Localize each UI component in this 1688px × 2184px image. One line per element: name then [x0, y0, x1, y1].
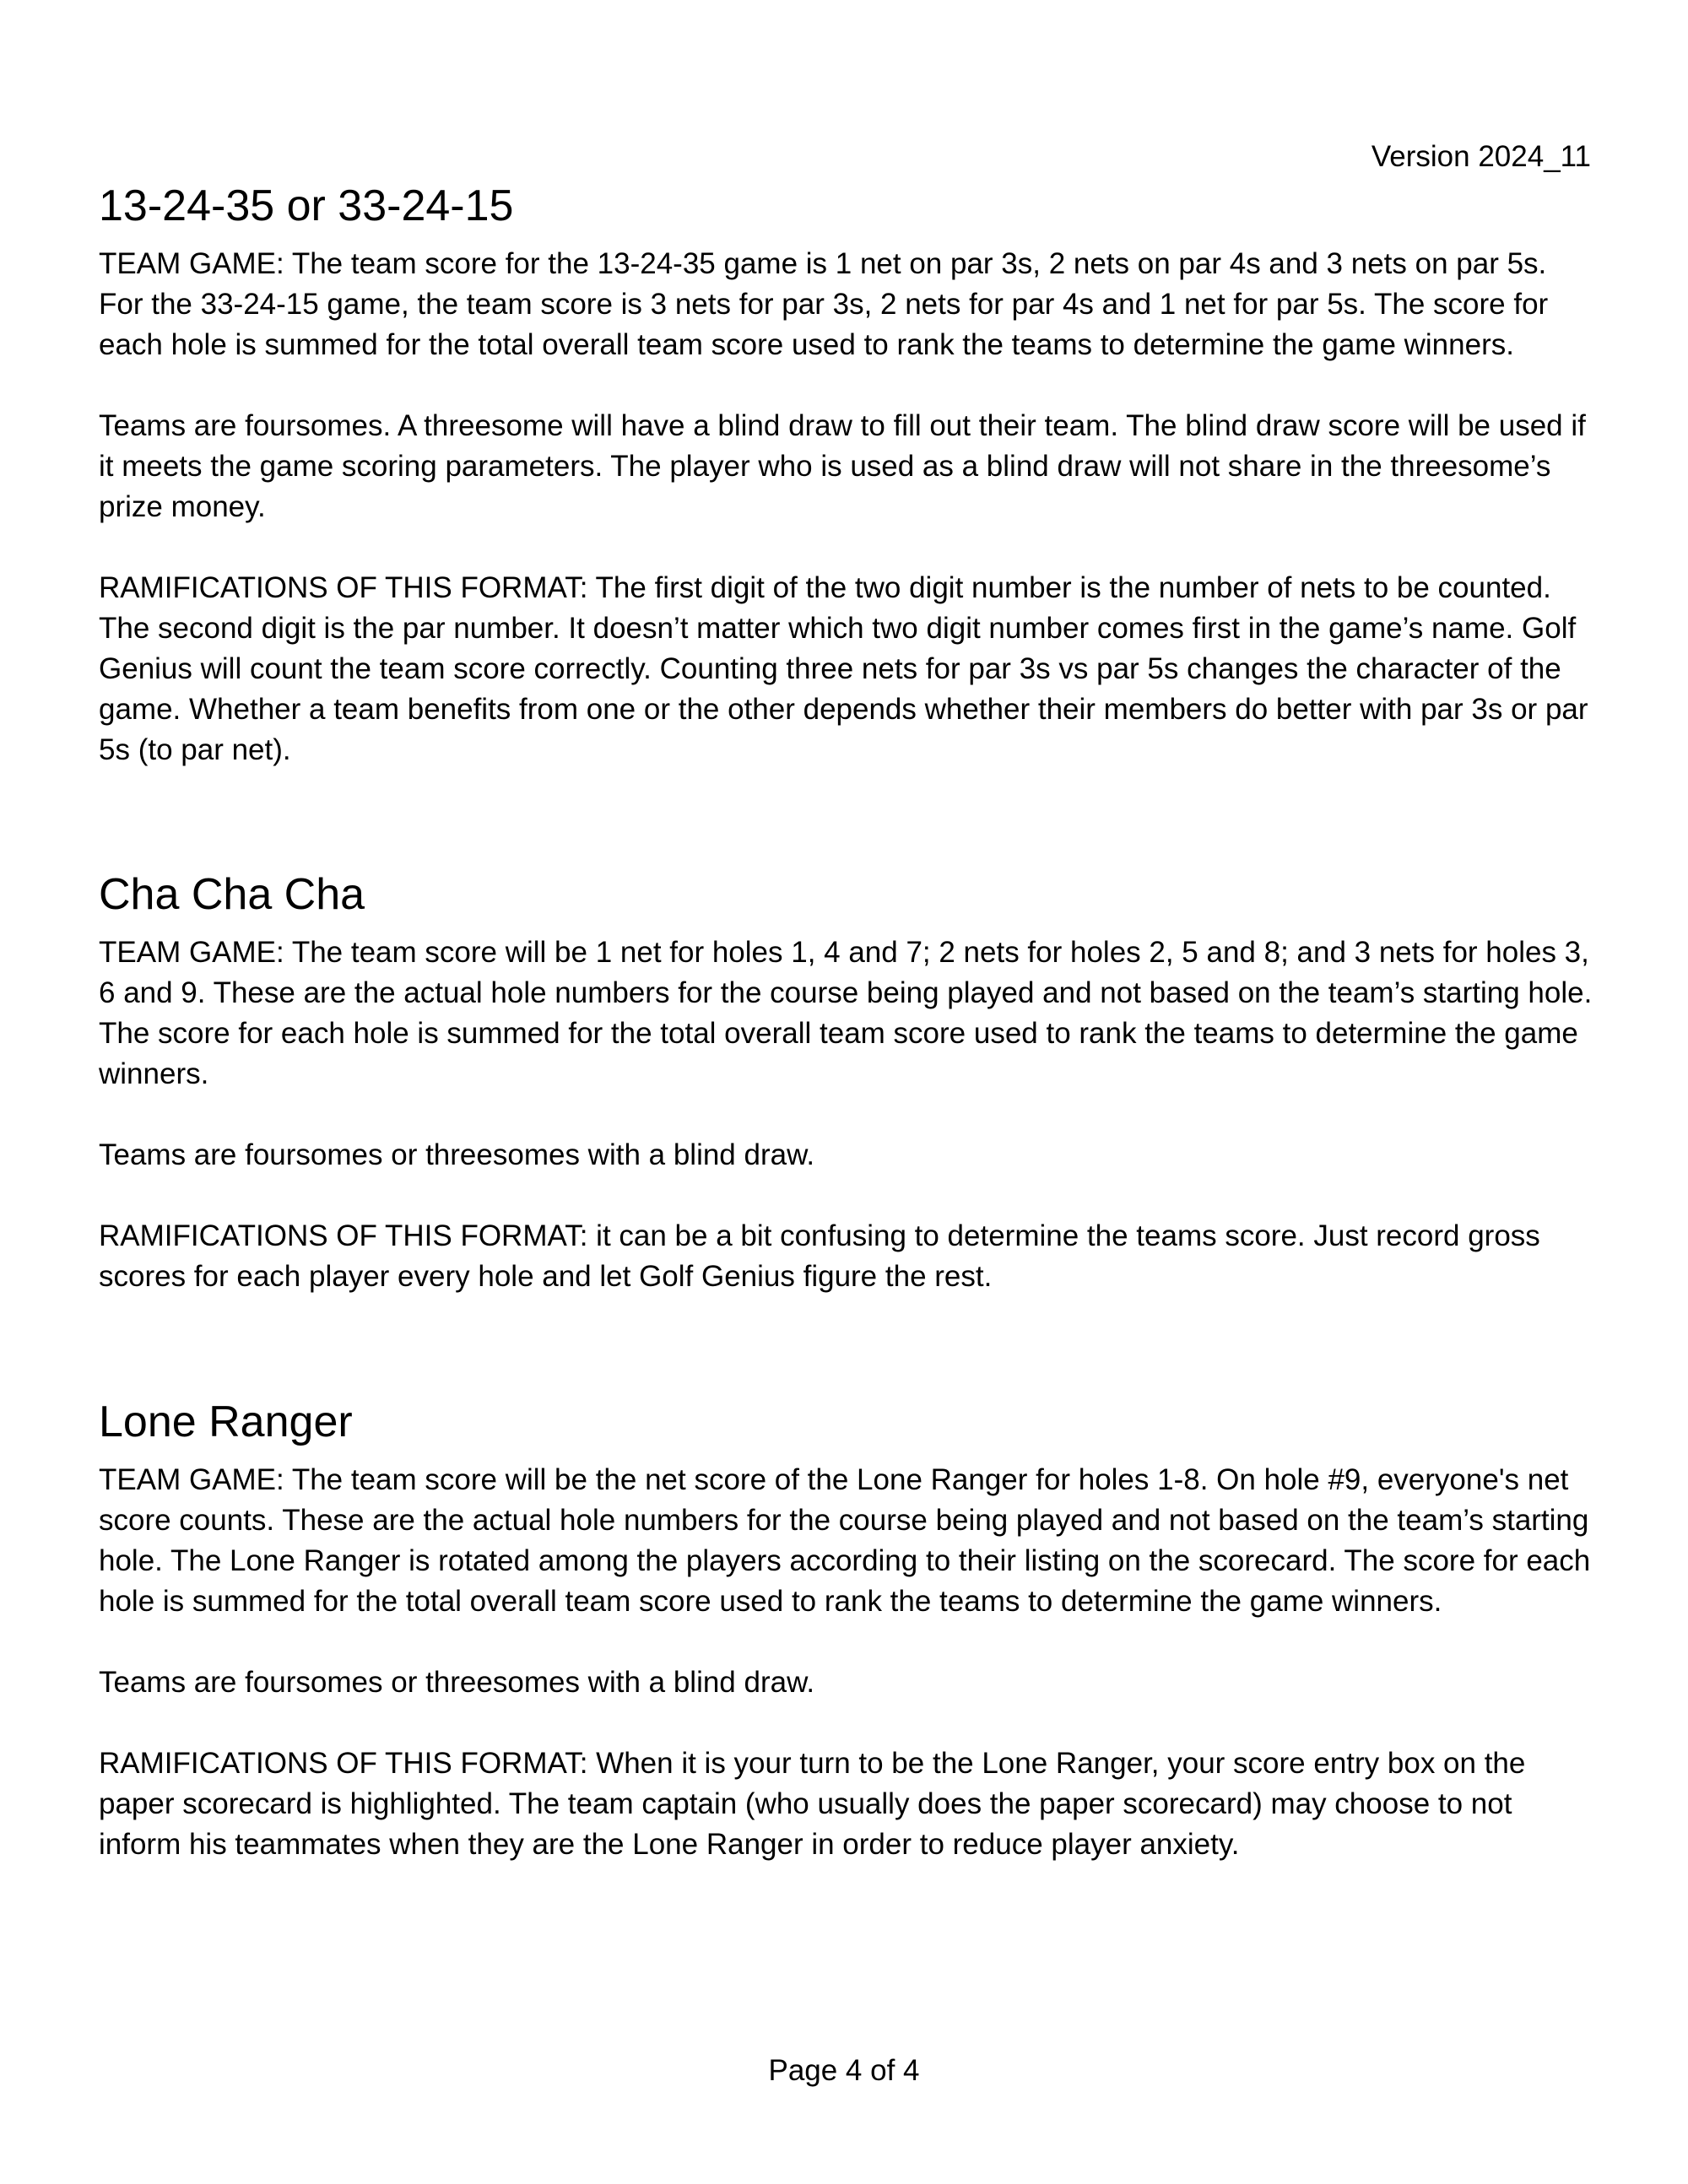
page-number: Page 4 of 4 [768, 2054, 920, 2087]
section-paragraph: TEAM GAME: The team score will be 1 net for holes 1, 4 and 7; 2 nets for holes 2, 5 and 8; and 3 nets for holes 3, 6 and 9. These are the actual hole numbers for the course being played and not based on the team’s starting hole. The score for each hole is summed for the total overall team score used to rank the teams to determine the game winners. [99, 936, 1593, 1090]
section-paragraph: Teams are foursomes. A threesome will have a blind draw to fill out their team. The blind draw score will be used if it meets the game scoring parameters. The player who is used as a blind draw will not share in the threesome’s prize money. [99, 409, 1586, 523]
section-paragraph: TEAM GAME: The team score for the 13-24-35 game is 1 net on par 3s, 2 nets on par 4s and 3 nets on par 5s. For the 33-24-15 game, the team score is 3 nets for par 3s, 2 nets for par 4s and 1 net for par 5s. The score for each hole is summed for the total overall team score used to rank the teams to determine the game winners. [99, 247, 1549, 361]
section-lone-ranger [99, 1396, 1593, 1865]
section-paragraph: RAMIFICATIONS OF THIS FORMAT: The first digit of the two digit number is the number of nets to be counted. The second digit is the par number. It doesn’t matter which two digit number comes first in the game’s name. Golf Genius will count the team score correctly. Counting three nets for par 3s vs par 5s changes the character of the game. Whether a team benefits from one or the other depends whether their members do better with par 3s or par 5s (to par net). [99, 571, 1588, 766]
section-paragraph: Teams are foursomes or threesomes with a blind draw. [99, 1138, 815, 1171]
section-paragraph: TEAM GAME: The team score will be the net score of the Lone Ranger for holes 1-8. On hole #9, everyone's net score counts. These are the actual hole numbers for the course being played and not based on the team’s starting hole. The Lone Ranger is rotated among the players according to their listing on the scorecard. The score for each hole is summed for the total overall team score used to rank the teams to determine the game winners. [99, 1463, 1591, 1618]
section-13-24-35 [99, 180, 1593, 770]
section-cha-cha-cha [99, 868, 1593, 1297]
section-title: Lone Ranger [99, 1397, 353, 1446]
section-title: Cha Cha Cha [99, 870, 365, 919]
section-paragraph: RAMIFICATIONS OF THIS FORMAT: it can be a bit confusing to determine the teams score. Just record gross scores for each player every hole and let Golf Genius figure the rest. [99, 1219, 1540, 1293]
section-paragraph: Teams are foursomes or threesomes with a blind draw. [99, 1666, 815, 1699]
section-title: 13-24-35 or 33-24-15 [99, 181, 514, 230]
section-paragraph: RAMIFICATIONS OF THIS FORMAT: When it is your turn to be the Lone Ranger, your score entry box on the paper scorecard is highlighted. The team captain (who usually does the paper scorecard) may choose to not inform his teammates when they are the Lone Ranger in order to reduce player anxiety. [99, 1747, 1526, 1861]
version-label: Version 2024_11 [1371, 140, 1591, 173]
